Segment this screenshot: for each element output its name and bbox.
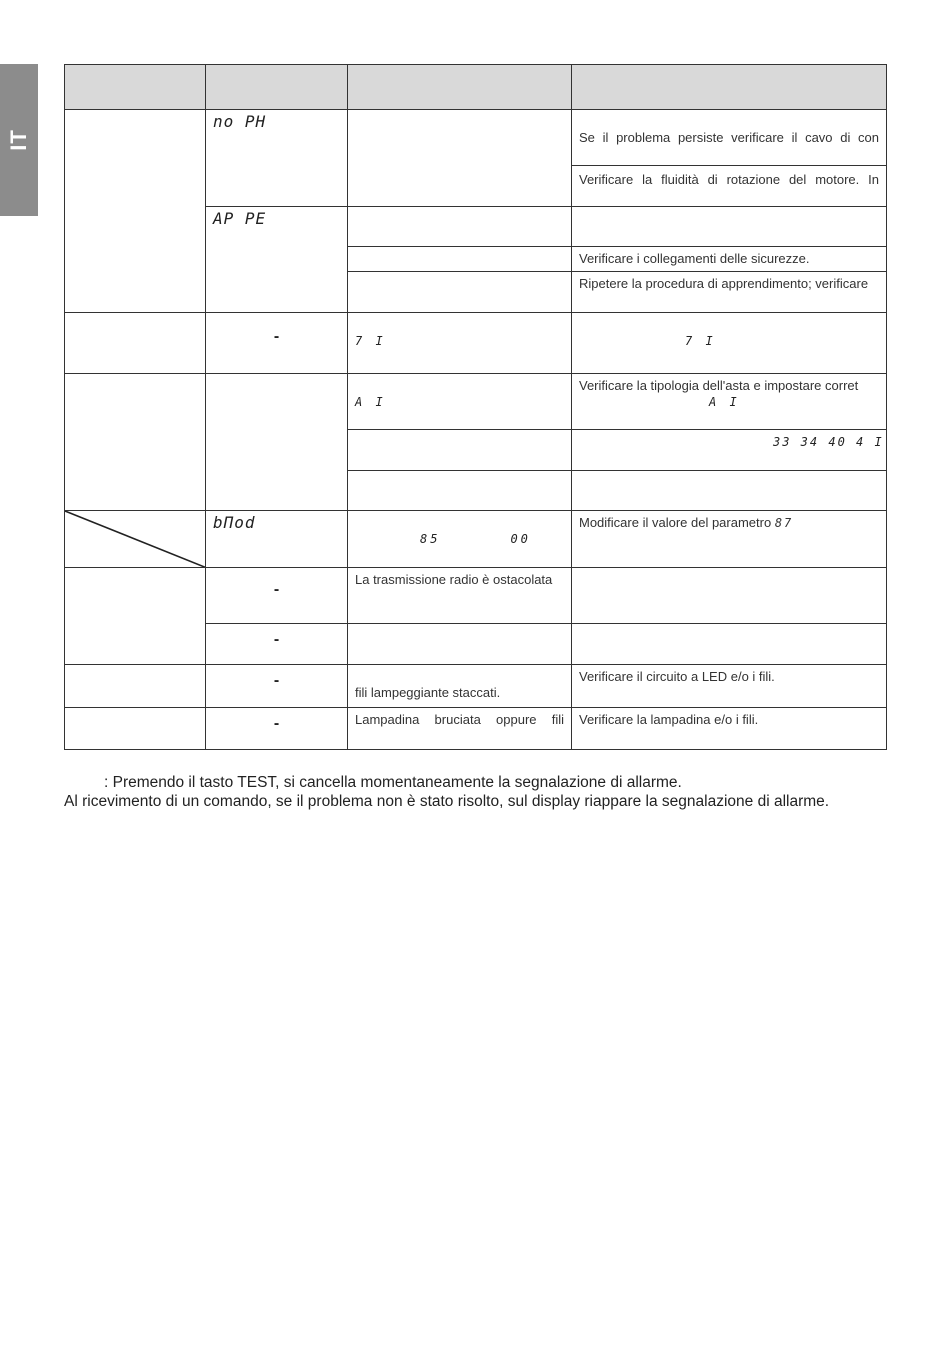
code-cell [206,110,348,207]
problem-cell [65,110,206,313]
header-cell [206,65,348,110]
problem-cell [65,374,206,511]
problem-cell [65,568,206,665]
cause-cell [348,272,572,313]
table-row [65,374,887,430]
cause-cell [348,247,572,272]
code-cell [206,708,348,750]
solution-cell [572,247,887,272]
header-cell [572,65,887,110]
solution-text: Ripetere la procedura di apprendimento; verificare [579,276,869,291]
cause-cell [348,207,572,247]
solution-cell [572,624,887,665]
cause-cell [348,471,572,511]
solution-cell [572,313,887,374]
note-line: : Premendo il tasto TEST, si cancella momentaneamente la segnalazione di allarme. [104,774,682,791]
table-row [65,313,887,374]
solution-cell [572,374,887,430]
solution-text: Se il problema persiste verificare il cavo di con [579,130,879,145]
code-dash: - [273,581,280,598]
code-cell [206,313,348,374]
cause-text: Lampadina bruciata oppure fili [355,712,564,727]
cause-text: La trasmissione radio è ostacolata [355,572,553,587]
solution-cell [572,110,887,166]
problem-cell [65,665,206,708]
param-ref: A I [355,395,386,409]
cause-text: fili lampeggiante staccati. [355,685,501,700]
solution-text: Verificare il circuito a LED e/o i fili. [579,669,775,684]
solution-text: Verificare la tipologia dell'asta e impostare corret [579,378,859,393]
solution-cell [572,272,887,313]
language-tab-label: IT [6,129,31,151]
code-dash: - [273,672,280,689]
diagonal-line [65,511,206,568]
cause-cell [348,430,572,471]
problem-cell [65,313,206,374]
solution-text-part: Modificare il valore del parametro [579,515,772,530]
solution-cell [572,471,887,511]
code-cell [206,374,348,511]
cause-cell [348,313,572,374]
cause-cell [348,568,572,624]
table-row [65,568,887,624]
language-tab [0,64,38,216]
code-cell [206,665,348,708]
code-cell [206,207,348,313]
solution-cell [572,568,887,624]
display-code: bΠod [213,513,256,532]
table-row [65,511,887,568]
table-row [65,110,887,166]
cause-cell [348,110,572,207]
param-list: 33 34 40 4 I [773,435,884,449]
cause-cell [348,374,572,430]
solution-text [572,511,886,531]
cause-cell [348,511,572,568]
table-row [65,708,887,750]
table-row [65,665,887,708]
solution-cell [572,708,887,750]
code-cell [206,624,348,665]
code-cell [206,568,348,624]
problem-cell-diagonal [65,511,206,568]
table-header-row [65,65,887,110]
solution-text: Verificare la lampadina e/o i fili. [579,712,759,727]
note-block [64,773,904,811]
param-ref: 7 I [685,334,716,348]
troubleshooting-table [64,64,887,750]
param-ref: 87 [774,516,794,530]
param-ref: 00 [510,532,531,546]
code-cell [206,511,348,568]
display-code: no PH [213,112,267,131]
solution-cell [572,207,887,247]
code-dash: - [273,328,280,345]
cause-cell [348,624,572,665]
code-dash: - [273,715,280,732]
header-cell [348,65,572,110]
solution-cell [572,430,887,471]
solution-text: Verificare la fluidità di rotazione del motore. In [579,172,879,187]
solution-cell [572,665,887,708]
solution-text: Verificare i collegamenti delle sicurezze. [579,251,810,266]
note-line: Al ricevimento di un comando, se il problema non è stato risolto, sul display riappare la segnalazione di allarme. [64,793,830,810]
display-code: AP PE [213,209,267,228]
cause-cell [348,708,572,750]
param-ref: 85 [420,532,441,546]
code-dash: - [273,631,280,648]
param-ref: 7 I [355,334,386,348]
problem-cell [65,708,206,750]
solution-cell [572,166,887,207]
header-cell [65,65,206,110]
solution-cell [572,511,887,568]
cause-cell [348,665,572,708]
param-ref: A I [709,395,740,409]
